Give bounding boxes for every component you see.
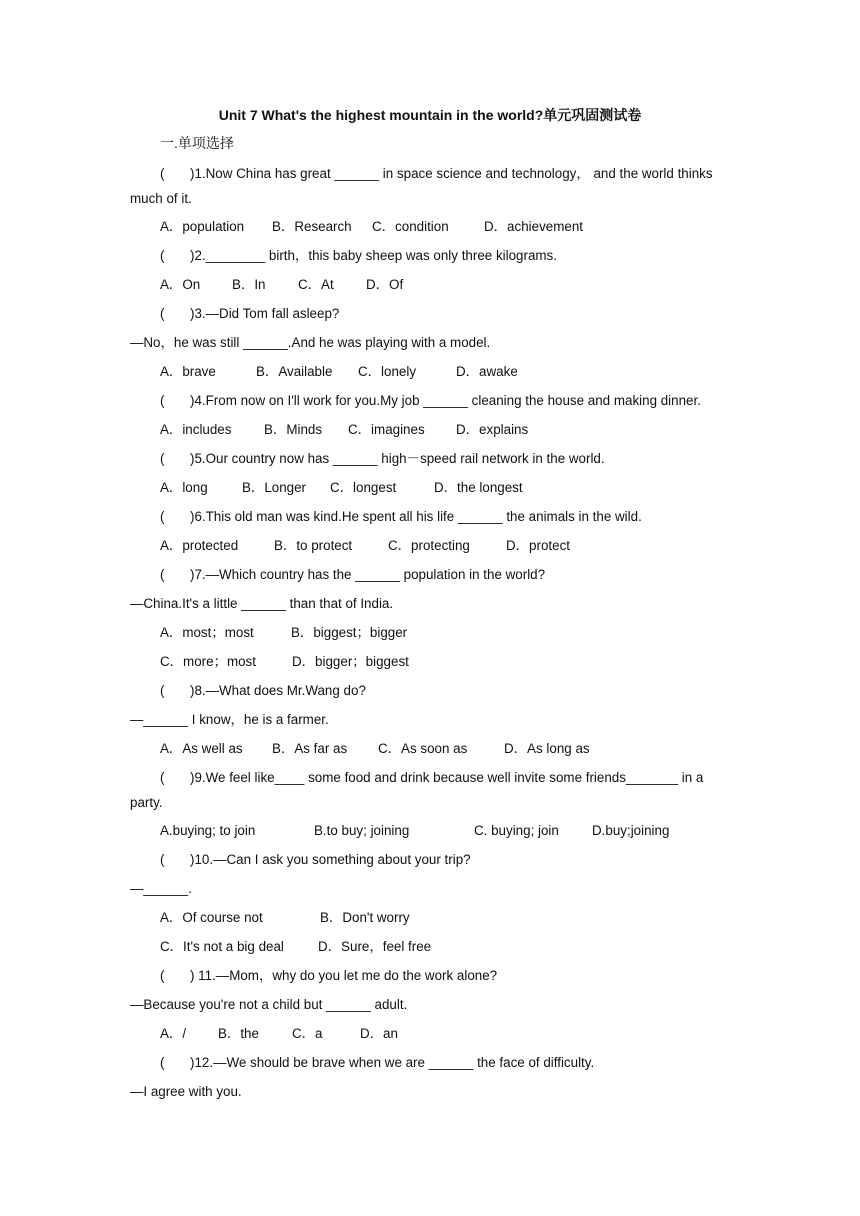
answer-option[interactable]: D．Of [366,277,404,292]
answer-paren: ( [160,1055,165,1070]
answer-option[interactable]: A．protected [160,538,239,553]
answer-paren: ( [160,451,165,466]
answer-option[interactable]: B．In [232,277,266,292]
option-row [130,215,733,244]
answer-option[interactable]: D．explains [456,422,529,437]
option-row [130,650,733,679]
answer-paren: ( [160,393,165,408]
option-row [130,476,733,505]
question-stem [130,302,733,331]
answer-option[interactable]: C．lonely [358,364,417,379]
answer-option[interactable]: A．brave [160,364,216,379]
question-text: )5.Our country now has ______ high－speed rail network in the world. [190,451,605,466]
dialogue-line: —______ I know，he is a farmer. [130,712,329,727]
option-row [130,273,733,302]
answer-option[interactable]: D．protect [506,538,570,553]
answer-option[interactable]: B．As far as [272,741,348,756]
answer-option[interactable]: B．Longer [242,480,307,495]
answer-option[interactable]: B．Research [272,219,352,234]
dialogue-line: —Because you're not a child but ______ adult. [130,997,408,1012]
answer-option[interactable]: B.to buy; joining [314,823,410,838]
question-text-continued: party. [130,795,163,810]
answer-paren: ( [160,770,165,785]
answer-option[interactable]: D．As long as [504,741,590,756]
question-text: )8.—What does Mr.Wang do? [190,683,366,698]
question-stem [130,447,733,476]
answer-paren: ( [160,306,165,321]
question-text: )1.Now China has great ______ in space science and technology， and the world thinks [190,166,713,181]
section-heading: 一.单项选择 [160,135,234,151]
option-row [130,906,733,935]
answer-option[interactable]: A．Of course not [160,910,263,925]
answer-option[interactable]: A．most；most [160,625,254,640]
answer-paren: ( [160,509,165,524]
option-row [130,737,733,766]
answer-option[interactable]: D．Sure，feel free [318,939,432,954]
answer-option[interactable]: B．Minds [264,422,323,437]
answer-option[interactable]: C．protecting [388,538,470,553]
answer-option[interactable]: A．On [160,277,201,292]
question-text: )2.________ birth，this baby sheep was only three kilograms. [190,248,557,263]
answer-option[interactable]: C．a [292,1026,323,1041]
answer-option[interactable]: B．the [218,1026,259,1041]
answer-option[interactable]: A.buying; to join [160,823,256,838]
dialogue-line: —______. [130,881,192,896]
answer-paren: ( [160,248,165,263]
answer-paren: ( [160,166,165,181]
answer-option[interactable]: D．awake [456,364,518,379]
option-row [130,819,733,848]
question-text: )10.—Can I ask you something about your trip? [190,852,471,867]
answer-option[interactable]: C．At [298,277,334,292]
option-row [130,534,733,563]
answer-option[interactable]: A．long [160,480,208,495]
question-stem [130,964,733,993]
answer-option[interactable]: B．Don't worry [320,910,410,925]
answer-option[interactable]: A．includes [160,422,232,437]
answer-option[interactable]: B．biggest；bigger [291,625,408,640]
answer-option[interactable]: D．achievement [484,219,583,234]
page-title: Unit 7 What's the highest mountain in the world?单元巩固测试卷 [218,107,642,123]
dialogue-line: —I agree with you. [130,1084,242,1099]
question-text: ) 11.—Mom，why do you let me do the work alone? [190,968,498,983]
answer-option[interactable]: C．As soon as [378,741,468,756]
question-stem [130,505,733,534]
question-text: )12.—We should be brave when we are ______ the face of difficulty. [190,1055,595,1070]
answer-paren: ( [160,567,165,582]
answer-option[interactable]: C．condition [372,219,449,234]
question-stem [130,679,733,708]
question-text-continued: much of it. [130,191,192,206]
question-text: )3.—Did Tom fall asleep? [190,306,340,321]
answer-option[interactable]: A．/ [160,1026,187,1041]
answer-option[interactable]: B．Available [256,364,333,379]
question-stem [130,1051,733,1080]
answer-option[interactable]: C．more；most [160,654,256,669]
question-text: )6.This old man was kind.He spent all his life ______ the animals in the wild. [190,509,642,524]
option-row [130,621,733,650]
answer-paren: ( [160,852,165,867]
question-stem [130,563,733,592]
answer-paren: ( [160,683,165,698]
answer-option[interactable]: C. buying; join [474,823,559,838]
question-text: )9.We feel like____ some food and drink because well invite some friends_______ in a [190,770,704,785]
option-row [130,1022,733,1051]
answer-option[interactable]: B．to protect [274,538,353,553]
option-row [130,360,733,389]
answer-option[interactable]: D．an [360,1026,398,1041]
question-text: )4.From now on I'll work for you.My job ______ cleaning the house and making dinner. [190,393,701,408]
question-stem [130,389,733,418]
answer-option[interactable]: C．longest [330,480,397,495]
answer-option[interactable]: A．As well as [160,741,243,756]
answer-option[interactable]: C．It's not a big deal [160,939,284,954]
answer-option[interactable]: D．the longest [434,480,523,495]
question-stem [130,848,733,877]
dialogue-line: —No，he was still ______.And he was playing with a model. [130,335,491,350]
question-text: )7.—Which country has the ______ population in the world? [190,567,546,582]
question-stem [130,244,733,273]
answer-paren: ( [160,968,165,983]
answer-option[interactable]: D．bigger；biggest [292,654,409,669]
question-list [130,162,733,1109]
answer-option[interactable]: D.buy;joining [592,823,670,838]
answer-option[interactable]: C．imagines [348,422,425,437]
answer-option[interactable]: A．population [160,219,245,234]
dialogue-line: —China.It's a little ______ than that of India. [130,596,394,611]
option-row [130,935,733,964]
option-row [130,418,733,447]
